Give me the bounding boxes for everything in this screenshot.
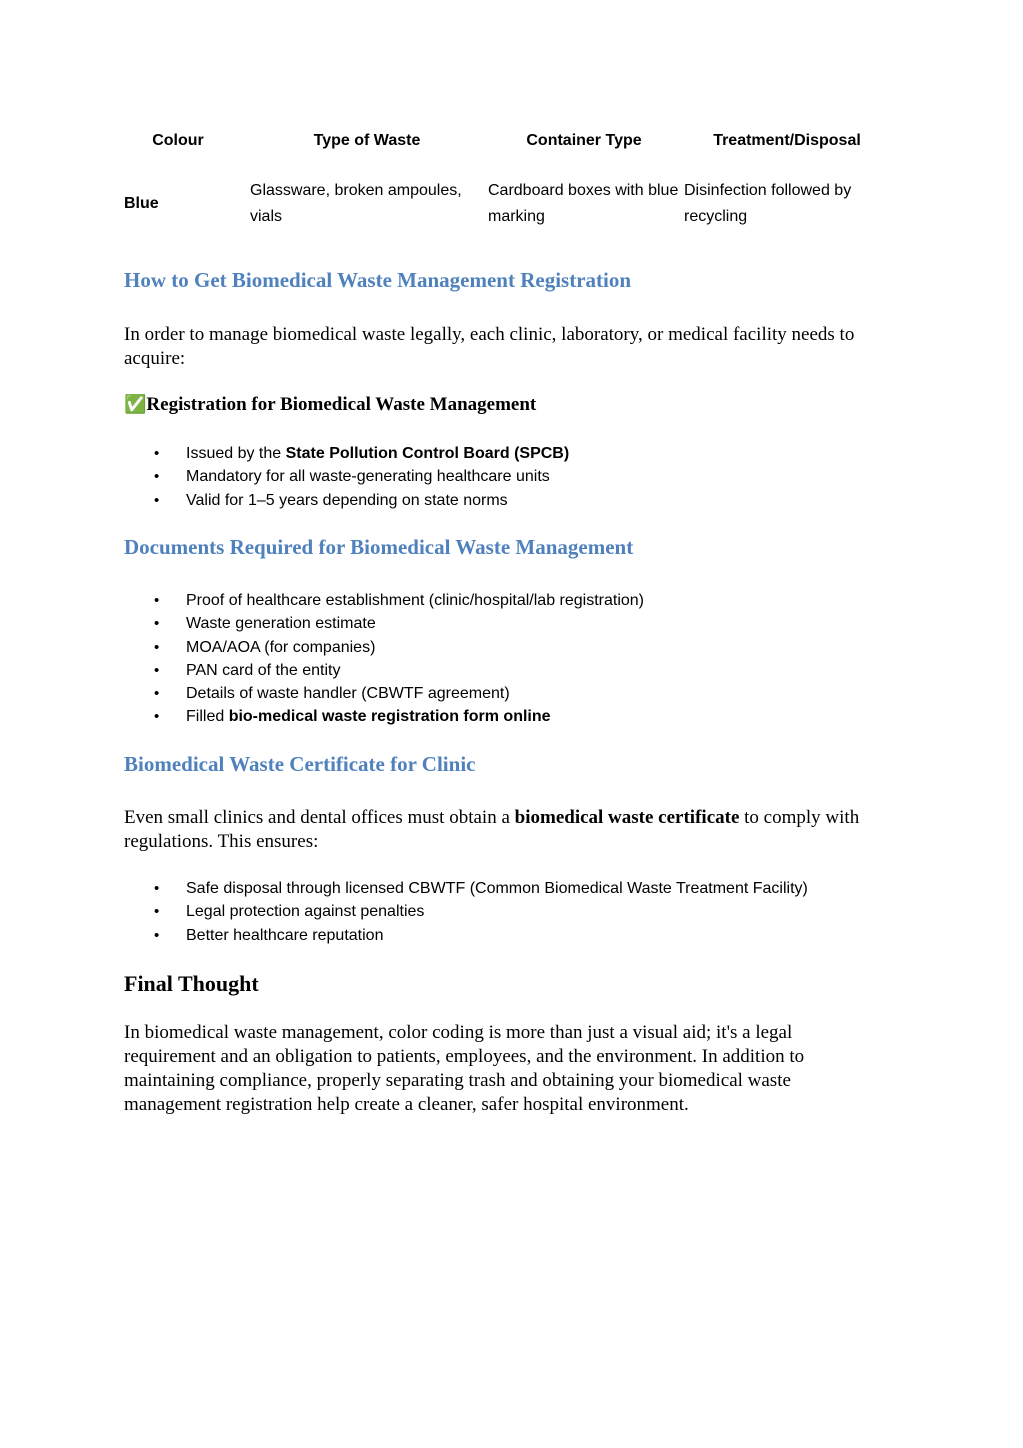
paragraph-text: Even small clinics and dental offices must obtain a [124, 807, 515, 828]
table-row [108, 178, 892, 230]
check-icon: ✅ [124, 394, 147, 415]
list-item-bold: State Pollution Control Board (SPCB) [285, 445, 570, 462]
registration-subheading [124, 394, 536, 416]
list-item [160, 442, 569, 465]
heading-registration: How to Get Biomedical Waste Management Registration [124, 268, 632, 292]
list-item-bold: bio-medical waste registration form online [228, 708, 551, 726]
paragraph-text: to comply with regulations. This ensures: [124, 807, 860, 852]
header-container-type: Container Type [526, 132, 642, 149]
cell-container: Cardboard boxes with blue marking [488, 182, 679, 225]
list-item: • MOA/AOA (for companies) [160, 636, 644, 659]
list-item: • Legal protection against penalties [160, 900, 808, 923]
certificate-paragraph [124, 806, 904, 854]
waste-color-table [108, 126, 892, 230]
heading-documents: Documents Required for Biomedical Waste Management [124, 535, 634, 559]
cell-treatment: Disinfection followed by recycling [684, 182, 852, 225]
header-treatment-disposal: Treatment/Disposal [713, 132, 861, 149]
heading-final-thought: Final Thought [124, 971, 259, 996]
header-colour: Colour [152, 132, 204, 149]
cell-waste-type: Glassware, broken ampoules, vials [250, 182, 462, 225]
registration-list [160, 442, 569, 512]
list-item: • Better healthcare reputation [160, 924, 808, 947]
cell-colour: Blue [124, 195, 159, 212]
registration-subheading-text: Registration for Biomedical Waste Management [146, 394, 537, 415]
list-item: • Valid for 1–5 years depending on state norms [160, 489, 569, 512]
list-item: • Safe disposal through licensed CBWTF (Common Biomedical Waste Treatment Facility) [160, 877, 808, 900]
list-item [160, 705, 644, 728]
list-item-text: Issued by the [186, 445, 286, 462]
final-paragraph: In biomedical waste management, color coding is more than just a visual aid; it's a legal requirement and an obligation to patients, employees, and the environment. In addition to maintaining compliance, properly separating trash and obtaining your biomedical waste management registration help create a cleaner, safer hospital environment. [124, 1022, 805, 1115]
heading-certificate: Biomedical Waste Certificate for Clinic [124, 752, 476, 776]
list-item: • Proof of healthcare establishment (clinic/hospital/lab registration) [160, 589, 644, 612]
list-item: • Details of waste handler (CBWTF agreement) [160, 682, 644, 705]
header-type-of-waste: Type of Waste [313, 132, 421, 149]
certificate-list [160, 877, 808, 947]
registration-paragraph: In order to manage biomedical waste legally, each clinic, laboratory, or medical facility needs to acquire: [124, 324, 855, 369]
paragraph-bold: biomedical waste certificate [514, 807, 740, 828]
documents-list [160, 589, 644, 729]
list-item: • PAN card of the entity [160, 659, 644, 682]
list-item-text: Filled [186, 708, 229, 726]
list-item: • Mandatory for all waste-generating healthcare units [160, 465, 569, 488]
list-item: • Waste generation estimate [160, 612, 644, 635]
table-header-row [108, 126, 892, 156]
